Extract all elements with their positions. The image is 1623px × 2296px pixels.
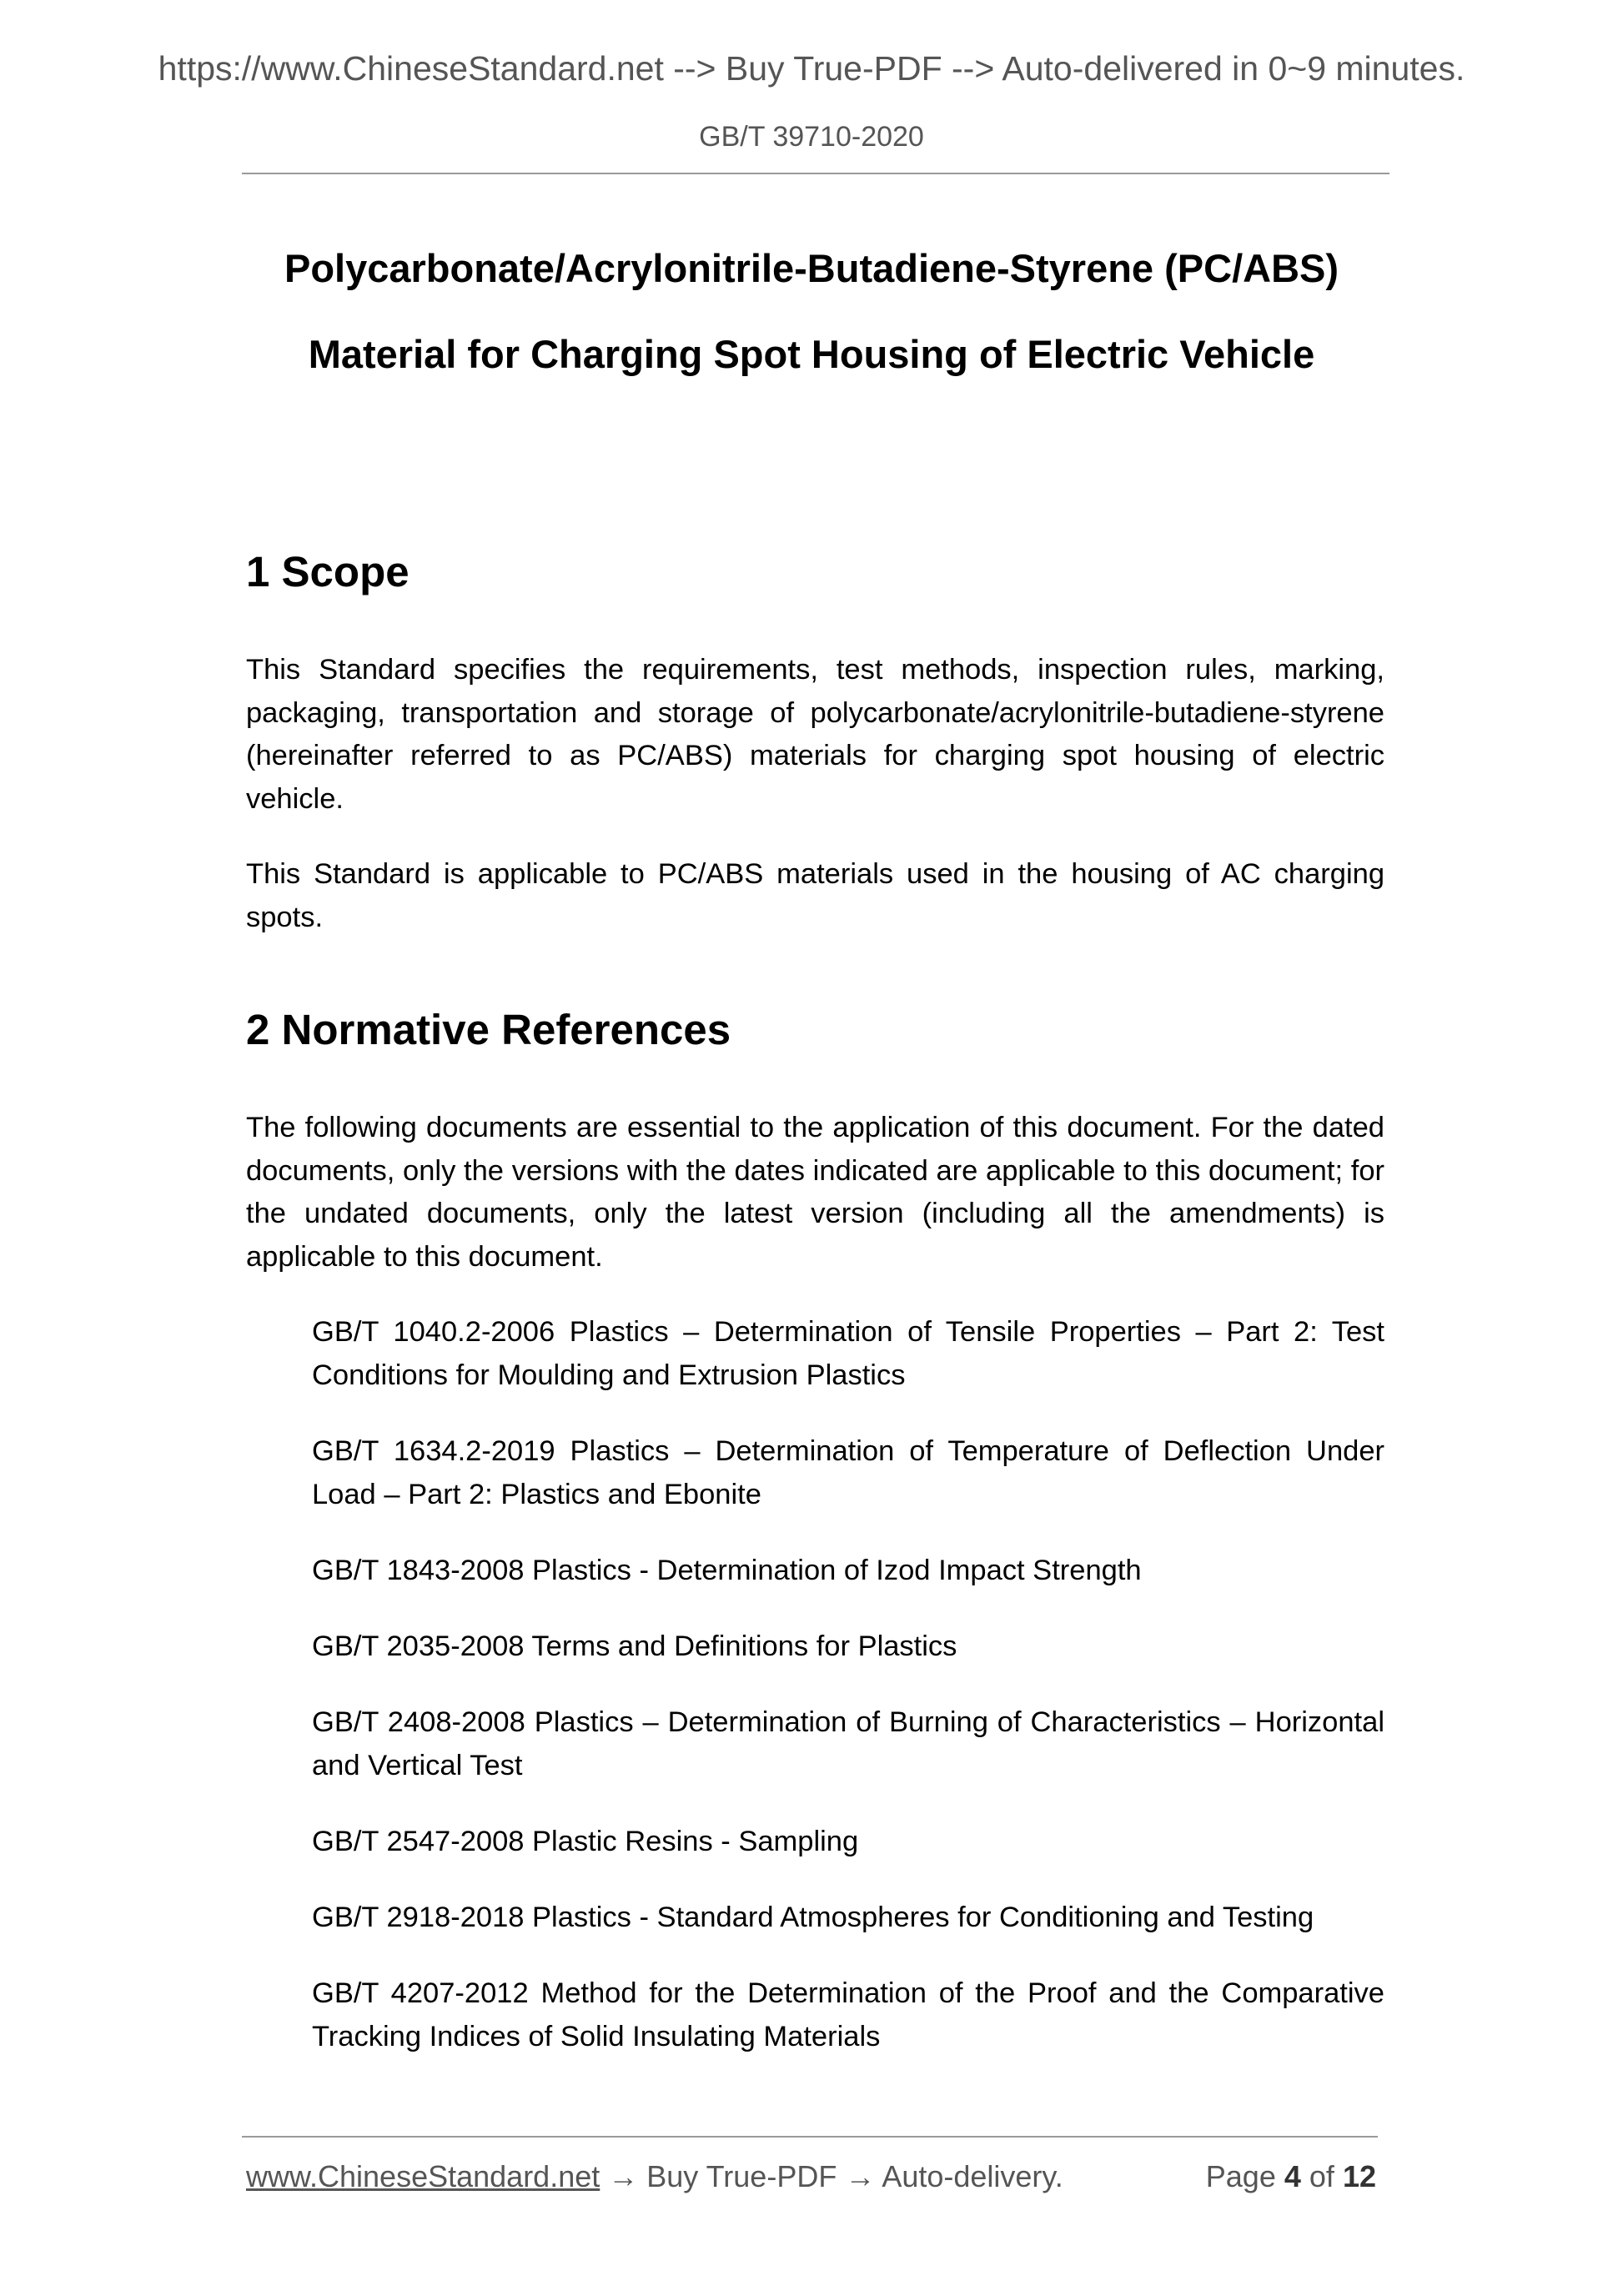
- page-number: 4: [1284, 2159, 1301, 2193]
- scope-paragraph-2: This Standard is applicable to PC/ABS materials used in the housing of AC charging spots.: [246, 858, 1384, 933]
- header-banner: https://www.ChineseStandard.net --> Buy True-PDF --> Auto-delivered in 0~9 minutes.: [158, 49, 1465, 88]
- reference-item: GB/T 2547-2008 Plastic Resins - Sampling: [312, 1826, 859, 1857]
- document-title-line-2: Material for Charging Spot Housing of Electric Vehicle: [308, 332, 1315, 376]
- reference-item: GB/T 2035-2008 Terms and Definitions for Plastics: [312, 1630, 957, 1662]
- reference-item: GB/T 1040.2-2006 Plastics – Determination of Tensile Properties – Part 2: Test Conditions for Moulding and Extrusion Plastics: [312, 1316, 1384, 1391]
- reference-item: GB/T 2408-2008 Plastics – Determination of Burning of Characteristics – Horizontal and Vertical Test: [312, 1706, 1384, 1781]
- section-heading-scope: 1 Scope: [246, 548, 410, 595]
- references-intro-paragraph: The following documents are essential to the application of this document. For the dated documents, only the versions with the dates indicated are applicable to this document; for the undated documents, only the latest version (including all the amendments) is applicable to this document.: [246, 1112, 1384, 1273]
- footer: [246, 2156, 1063, 2198]
- document-title-line-1: Polycarbonate/Acrylonitrile-Butadiene-Styrene (PC/ABS): [284, 246, 1339, 290]
- page-label: Page: [1205, 2159, 1276, 2193]
- scope-paragraph-1: This Standard specifies the requirements, test methods, inspection rules, marking, packaging, transportation and storage of polycarbonate/acrylonitrile-butadiene-styrene (hereinafter referred to as PC/ABS) materials for charging spot housing of electric vehicle.: [246, 654, 1384, 815]
- footer-tagline: → Buy True-PDF → Auto-delivery.: [600, 2159, 1063, 2193]
- reference-item: GB/T 1843-2008 Plastics - Determination of Izod Impact Strength: [312, 1555, 1142, 1586]
- page-indicator: [1206, 2156, 1376, 2198]
- footer-site-link[interactable]: www.ChineseStandard.net: [246, 2159, 600, 2193]
- reference-item: GB/T 2918-2018 Plastics - Standard Atmospheres for Conditioning and Testing: [312, 1902, 1314, 1933]
- page-total: 12: [1342, 2159, 1376, 2193]
- reference-item: GB/T 4207-2012 Method for the Determination of the Proof and the Comparative Tracking Indices of Solid Insulating Materials: [312, 1977, 1384, 2052]
- section-heading-normative-references: 2 Normative References: [246, 1006, 731, 1053]
- standard-code: GB/T 39710-2020: [699, 121, 924, 153]
- header-divider: [242, 173, 1389, 174]
- of-label: of: [1309, 2159, 1334, 2193]
- reference-item: GB/T 1634.2-2019 Plastics – Determination of Temperature of Deflection Under Load – Part 2: Plastics and Ebonite: [312, 1435, 1384, 1510]
- footer-divider: [242, 2136, 1378, 2138]
